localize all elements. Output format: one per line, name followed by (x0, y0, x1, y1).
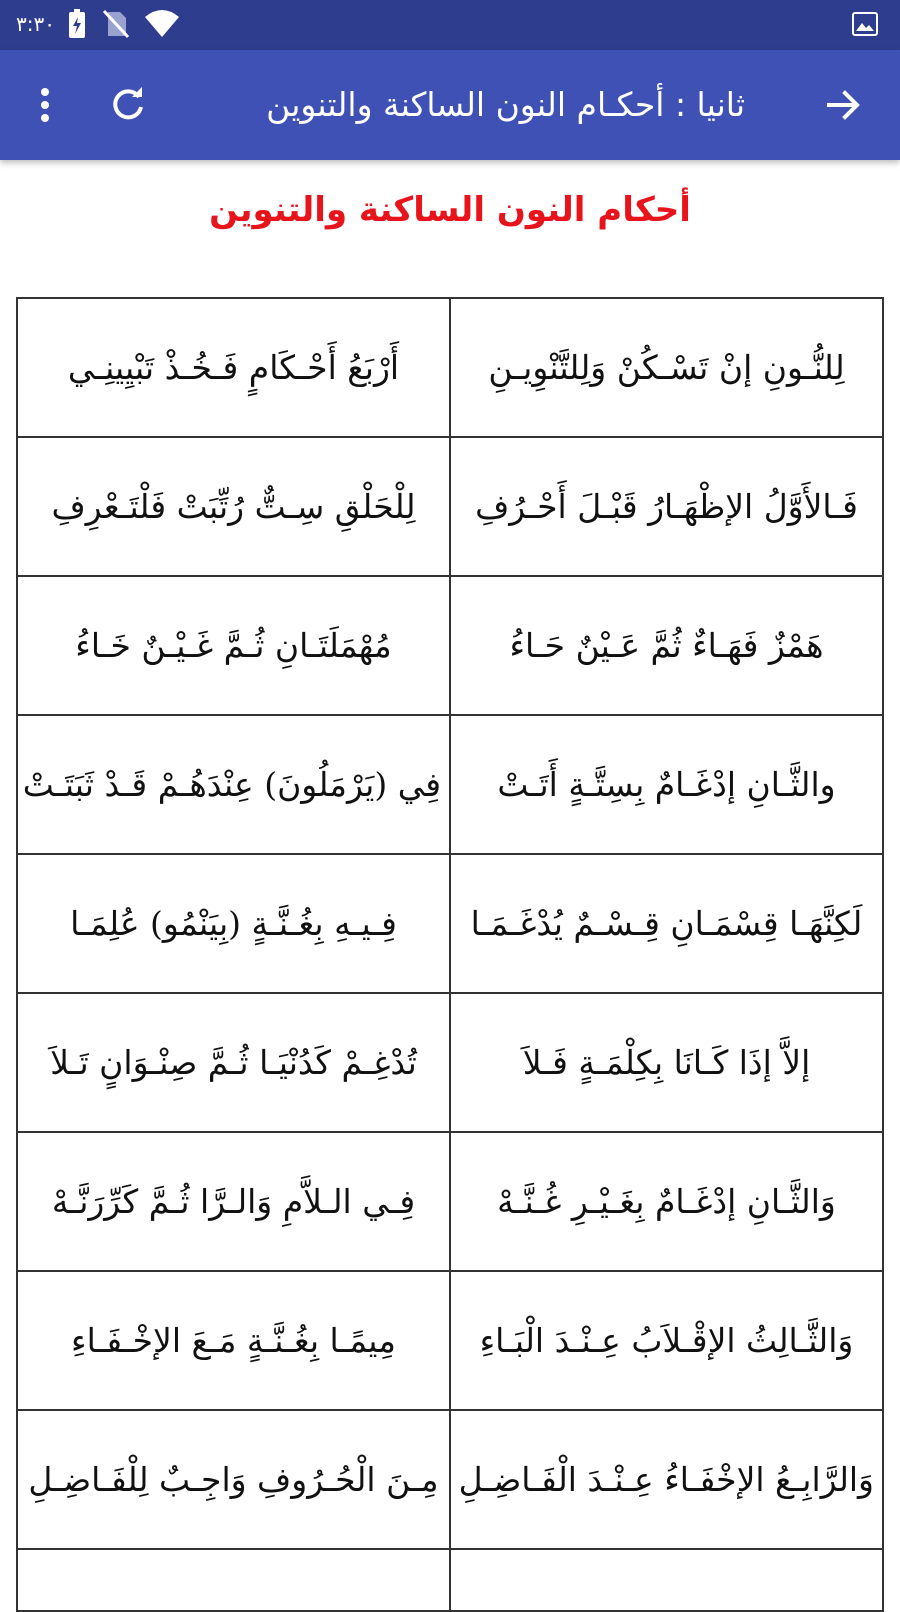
more-vert-icon[interactable] (17, 77, 73, 133)
app-bar-title: ثانيا : أحكـام النون الساكنة والتنوين (266, 85, 745, 124)
verse-first-hemistich: وَالثَّـالِثُ الإقْـلاَبُ عِـنْـدَ الْبَـاءِ (450, 1271, 883, 1410)
image-notification-icon (852, 12, 878, 40)
verse-first-hemistich: والثَّـانِ إدْغَـامٌ بِسِتَّـةٍ أَتَـتْ (450, 715, 883, 854)
verse-second-hemistich: فِي (يَرْمَلُونَ) عِنْدَهُـمْ قَـدْ ثَبَتَـتْ (17, 715, 450, 854)
verse-second-hemistich: فِـيـهِ بِغُـنَّـةٍ (بِيَنْمُو) عُلِمَـا (17, 854, 450, 993)
verse-first-hemistich: وَالثَّـانِ إدْغَـامٌ بِغَـيْـرِ غُـنَّـهْ (450, 1132, 883, 1271)
verse-row (17, 437, 883, 576)
verse-second-hemistich: مِيمًـا بِغُـنَّـةٍ مَـعَ الإخْـفَـاءِ (17, 1271, 450, 1410)
battery-charging-icon (66, 9, 88, 43)
no-sim-icon (102, 9, 130, 43)
arrow-right-icon (826, 87, 862, 123)
verse-second-hemistich: فِـي الـلاَّمِ وَالـرَّا ثُـمَّ كَرِّرَنَّـهْ (17, 1132, 450, 1271)
poem-table (16, 297, 884, 1612)
status-time: ٣:٣٠ (16, 12, 55, 36)
verse-first-hemistich: إلاَّ إذَا كَـانَا بِكِلْمَـةٍ فَـلاَ (450, 993, 883, 1132)
verse-second-hemistich: لِلْحَلْقِ سِـتٌّ رُتِّبَتْ فَلْتَـعْرِفِ (17, 437, 450, 576)
verse-second-hemistich: مِـنَ الْحُـرُوفِ وَاجِـبٌ لِلْفَـاضِـلِ (17, 1410, 450, 1549)
verse-second-hemistich: أَرْبَعُ أَحْـكَامٍ فَـخُـذْ تَبْيِينِـي (17, 298, 450, 437)
back-button[interactable] (816, 77, 872, 133)
app-bar (0, 50, 900, 160)
verse-row (17, 1132, 883, 1271)
verse-row (17, 854, 883, 993)
verse-first-hemistich: وَالرَّابِـعُ الإخْفَـاءُ عِـنْـدَ الْفَـاضِـلِ (450, 1410, 883, 1549)
content-title: أحكام النون الساكنة والتنوين (209, 190, 691, 230)
verse-row (17, 1549, 883, 1611)
status-bar (0, 0, 900, 50)
verse-row (17, 576, 883, 715)
verse-first-hemistich: فَـالأَوَّلُ الإظْهَـارُ قَبْـلَ أَحْـرُفِ (450, 437, 883, 576)
verse-first-hemistich: لِلنُّـونِ إنْ تَسْـكُنْ وَلِلتَّنْوِيـنِ (450, 298, 883, 437)
verse-row (17, 715, 883, 854)
verse-second-hemistich: مُهْمَلَتَـانِ ثُـمَّ غَـيْـنٌ خَـاءُ (17, 576, 450, 715)
verse-first-hemistich: لَكِنَّهَـا قِسْمَـانِ قِـسْـمٌ يُدْغَـمَـا (450, 854, 883, 993)
verse-second-hemistich: تُدْغِـمْ كَدُنْيَـا ثُـمَّ صِنْـوَانٍ تَـلاَ (17, 993, 450, 1132)
verse-row (17, 993, 883, 1132)
wifi-icon (144, 9, 180, 43)
verse-second-hemistich (17, 1549, 450, 1611)
verse-first-hemistich (450, 1549, 883, 1611)
verse-row (17, 298, 883, 437)
verse-row (17, 1271, 883, 1410)
refresh-icon[interactable] (100, 77, 156, 133)
verse-first-hemistich: هَمْزٌ فَهَـاءٌ ثُمَّ عَـيْنٌ حَـاءُ (450, 576, 883, 715)
verse-row (17, 1410, 883, 1549)
status-icons (66, 9, 180, 43)
